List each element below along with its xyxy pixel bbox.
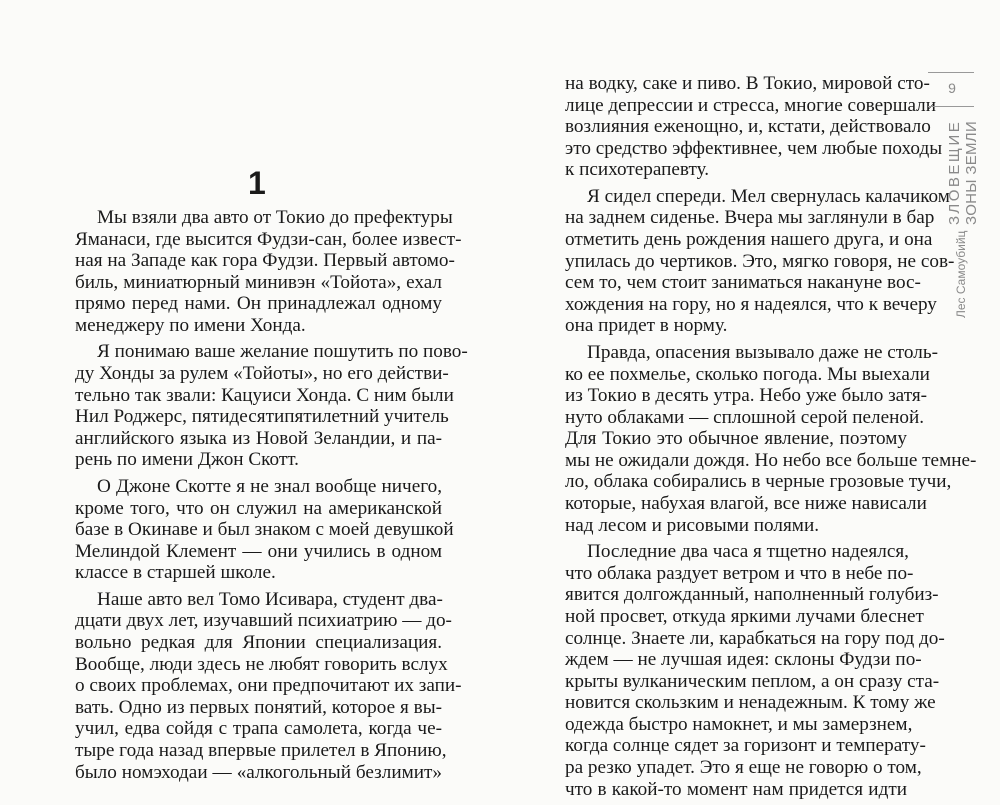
text-line: которые, набухая влагой, все ниже нависали [565,493,927,515]
text-line: новится скользким и ненадежным. К тому же [565,692,936,714]
text-line: Последние два часа я тщетно надеялся, [587,541,909,563]
book-title-line1: ЗЛОВЕЩИЕ [946,119,963,225]
divider [928,106,974,107]
paragraph [75,588,462,783]
text-line: возлияния еженощно, и, кстати, действовало [565,116,931,138]
text-line: ду Хонды за рулем «Тойоты», но его действи- [75,363,449,385]
text-line: учил, едва сойдя с трапа самолета, когда че- [75,718,442,740]
text-line: над лесом и рисовыми полями. [565,514,820,536]
text-line: менеджеру по имени Хонда. [75,314,306,336]
paragraph [565,341,977,536]
text-line: Я понимаю ваше желание пошутить по пово- [97,341,468,363]
book-title-line2: ЗОНЫ ЗЕМЛИ [963,120,980,225]
text-line: лице депрессии и стресса, многие совершали [565,94,937,116]
text-line: Для Токио это обычное явление, поэтому [565,428,907,450]
text-line: о своих проблемах, они предпочитают их запи- [75,675,462,697]
text-line: хождения на гору, но я надеялся, что к вечеру [565,293,937,315]
text-line: английского языка из Новой Зеландии, и па- [75,427,442,449]
text-line: ждем — не лучшая идея: склоны Фудзи по- [565,649,922,671]
text-line: явится долгожданный, наполненный голубиз- [565,584,939,606]
text-line: это средство эффективнее, чем любые походы [565,137,943,159]
page-number: 9 [948,80,956,96]
text-line: биль, миниатюрный минивэн «Тойота», ехал [75,271,442,293]
text-line: классе в старшей школе. [75,562,276,584]
text-line: тельно так звали: Кацуиси Хонда. С ним были [75,384,454,406]
text-line: прямо перед нами. Он принадлежал одному [75,293,442,315]
text-line: отметить день рождения нашего друга, и она [565,229,933,251]
text-line: на водку, саке и пиво. В Токио, мировой сто- [565,73,930,94]
left-page-text [75,207,468,788]
text-line: рень по имени Джон Скотт. [75,449,299,471]
text-line: базе в Окинаве и был знаком с моей девушкой [75,519,454,541]
text-line: кроме того, что он служил на американской [75,497,442,519]
text-line: Мы взяли два авто от Токио до префектуры [97,207,453,228]
text-line: Наше авто вел Томо Исивара, студент два- [97,588,443,610]
text-line: ная на Западе как гора Фудзи. Первый автомо- [75,250,455,272]
text-line: Вообще, люди здесь не любят говорить вслух [75,653,448,675]
text-line: крыты вулканическим пеплом, а он сразу ста- [565,670,940,692]
text-line: Мелиндой Клемент — они учились в одном [75,540,442,562]
text-line: она придет в норму. [565,315,728,337]
text-line: на заднем сиденье. Вчера мы заглянули в бар [565,207,935,229]
text-line: ко ее похмелье, сколько погода. Мы выехали [565,363,930,385]
text-line: ной просвет, откуда яркими лучами блеснет [565,605,924,627]
text-line: из Токио в десять утра. Небо уже было затя- [565,385,928,407]
text-line: ра резко упадет. Это я еще не говорю о том, [565,757,922,779]
text-line: что в какой-то момент нам придется идти [565,778,907,800]
text-line: упилась до чертиков. Это, мягко говоря, не сов- [565,250,955,272]
text-line: вать. Одно из первых понятий, которое я вы- [75,696,442,718]
text-line: когда солнце сядет за горизонт и температу- [565,735,926,757]
text-line: сем то, чем стоит заниматься накануне вос- [565,272,921,294]
paragraph [565,541,945,800]
text-line: ло, облака собирались в черные грозовые тучи, [565,471,952,493]
text-line: нуто облаками — сплошной серой пеленой. [565,406,925,428]
section-title: Лес Самоубийц [954,230,968,318]
paragraph [75,207,462,337]
divider [928,72,974,73]
text-line: солнце. Знаете ли, карабкаться на гору под до- [565,627,945,649]
text-line: Нил Роджерс, пятидесятипятилетний учитель [75,406,449,428]
text-line: одежда быстро намокнет, и мы замерзнем, [565,713,913,735]
text-line: было номэходаи — «алкогольный безлимит» [75,761,442,783]
text-line: Правда, опасения вызывало даже не столь- [587,341,938,363]
paragraph [565,185,955,337]
text-line: к психотерапевту. [565,159,710,181]
text-line: тыре года назад впервые прилетел в Японию, [75,739,447,761]
text-line: Я сидел спереди. Мел свернулась калачиком [587,185,950,207]
text-line: что облака раздует ветром и что в небе по- [565,562,914,584]
chapter-number: 1 [248,165,266,201]
paragraph [565,73,943,181]
text-line: дцати двух лет, изучавший психиатрию — до- [75,610,452,632]
paragraph [75,475,454,584]
text-line: Яманаси, где высится Фудзи-сан, более извест- [75,228,462,250]
paragraph [75,341,468,471]
text-line: мы не ожидали дождя. Но небо все больше темне- [565,449,977,471]
text-line: вольно редкая для Японии специализация. [75,631,442,653]
text-line: О Джоне Скотте я не знал вообще ничего, [97,475,442,497]
